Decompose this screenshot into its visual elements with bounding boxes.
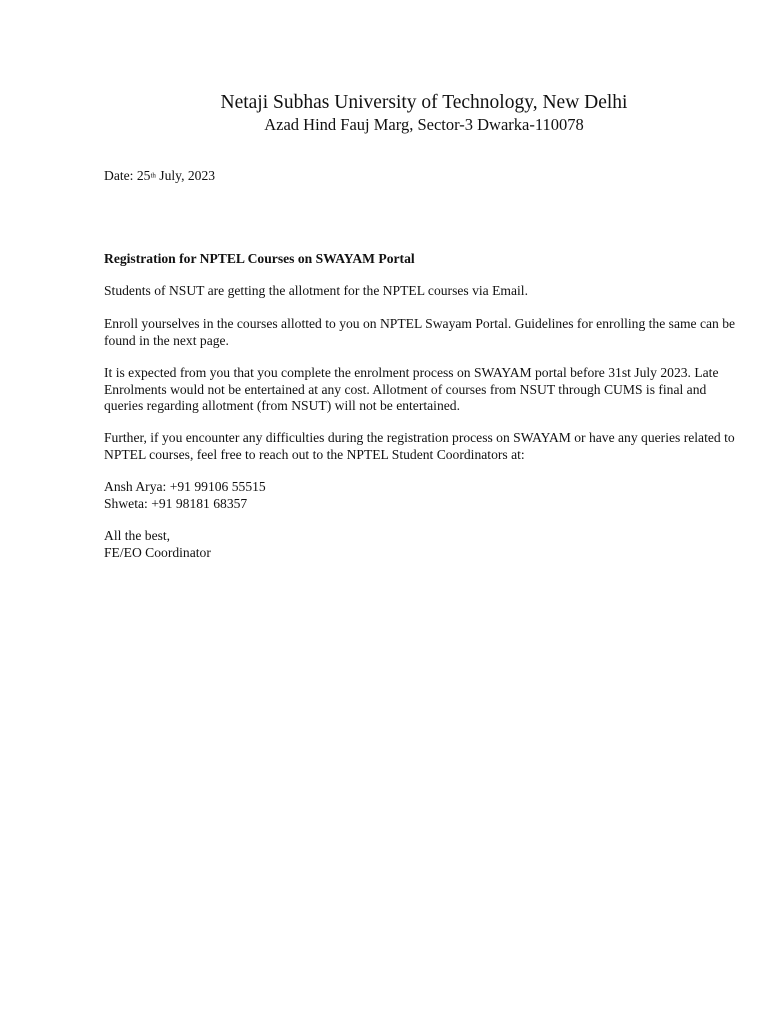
date-ordinal-suffix: th — [150, 171, 156, 180]
university-address: Azad Hind Fauj Marg, Sector-3 Dwarka-110078 — [264, 115, 584, 134]
date-rest: July, 2023 — [155, 168, 216, 183]
signatory-line: FE/EO Coordinator — [104, 544, 211, 560]
paragraph-help: Further, if you encounter any difficulties during the registration process on SWAYAM or have any queries related to NPTEL courses, feel free to reach out to the NPTEL Student Coordinators at: — [104, 430, 735, 462]
letter-signoff — [104, 528, 744, 561]
letter-date — [104, 168, 744, 185]
university-name: Netaji Subhas University of Technology, New Delhi — [220, 92, 628, 113]
paragraph-deadline: It is expected from you that you complete the enrolment process on SWAYAM portal before 31st July 2023. Late Enrolments would not be entertained at any cost. Allotment of courses from NSUT through CUMS is final and queries regarding allotment (from NSUT) will not be entertained. — [104, 365, 719, 413]
closing-line: All the best, — [104, 528, 171, 543]
letterhead — [0, 91, 768, 135]
letter-subject: Registration for NPTEL Courses on SWAYAM Portal — [104, 251, 415, 266]
contact-line: Shweta: +91 98181 68357 — [104, 495, 248, 511]
contact-line: Ansh Arya: +91 99106 55515 — [104, 479, 266, 494]
coordinator-contacts — [104, 479, 744, 512]
paragraph-allotment: Students of NSUT are getting the allotment for the NPTEL courses via Email. — [104, 283, 528, 298]
paragraph-enroll: Enroll yourselves in the courses allotted to you on NPTEL Swayam Portal. Guidelines for enrolling the same can be found in the next page. — [104, 316, 736, 348]
date-prefix: Date: 25 — [104, 168, 151, 183]
